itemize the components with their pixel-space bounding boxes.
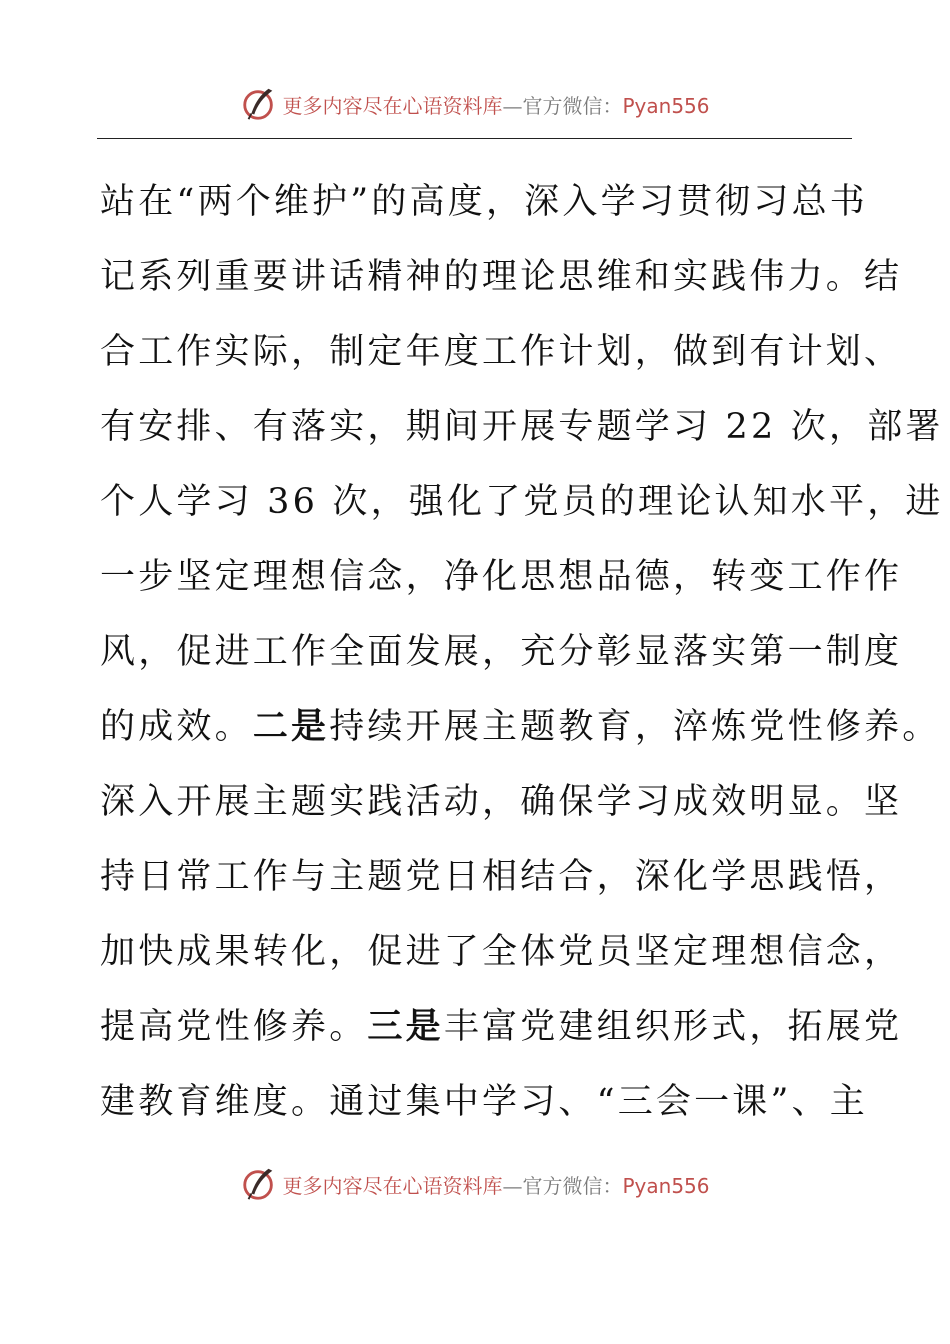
text-line: [100, 315, 903, 390]
text-segment: 丰富党建组织形式，拓展党: [443, 1007, 903, 1047]
text-line: [100, 990, 903, 1065]
text-segment: 的成效。: [100, 707, 253, 747]
text-segment: 建教育维度。通过集中学习、“三会一课”、主: [100, 1082, 868, 1122]
bold-lead-phrase: 三是: [367, 1007, 444, 1047]
text-segment: 持日常工作与主题党日相结合，深化学思践悟，: [100, 857, 903, 897]
quill-pen-circle-icon: [240, 1165, 278, 1203]
footer-banner-handle: Pyan556: [622, 1173, 710, 1198]
footer-banner-text: [282, 1170, 709, 1199]
footer-banner-main: 更多内容尽在心语资料库: [282, 1173, 503, 1198]
header-divider: [97, 138, 852, 139]
text-line: [100, 840, 903, 915]
header-banner-dash: —: [502, 93, 523, 118]
header-banner-text: [282, 90, 709, 119]
text-segment: 风，促进工作全面发展，充分彰显落实第一制度: [100, 632, 903, 672]
text-line: [100, 1065, 868, 1140]
header-banner-main: 更多内容尽在心语资料库: [282, 93, 503, 118]
header-banner: [0, 84, 950, 124]
text-line: [100, 765, 903, 840]
text-segment: 一步坚定理想信念，净化思想品德，转变工作作: [100, 557, 903, 597]
text-segment: 记系列重要讲话精神的理论思维和实践伟力。结: [100, 257, 903, 297]
quill-pen-circle-icon: [240, 85, 278, 123]
text-segment: 有安排、有落实，期间开展专题学习 22 次，部署: [100, 407, 944, 447]
text-segment: 深入开展主题实践活动，确保学习成效明显。坚: [100, 782, 903, 822]
text-line: [100, 540, 903, 615]
text-line: [100, 240, 903, 315]
text-line: [100, 465, 944, 540]
text-line: [100, 690, 941, 765]
text-line: [100, 165, 868, 240]
text-segment: 个人学习 36 次，强化了党员的理论认知水平，进: [100, 482, 944, 522]
text-line: [100, 615, 903, 690]
header-banner-handle: Pyan556: [622, 93, 710, 118]
footer-banner-dash: —: [502, 1173, 523, 1198]
footer-banner: [0, 1164, 950, 1204]
footer-banner-label: 官方微信：: [522, 1173, 623, 1198]
text-segment: 持续开展主题教育，淬炼党性修养。: [329, 707, 941, 747]
text-segment: 加快成果转化，促进了全体党员坚定理想信念，: [100, 932, 903, 972]
bold-lead-phrase: 二是: [252, 707, 330, 747]
text-segment: 合工作实际，制定年度工作计划，做到有计划、: [100, 332, 903, 372]
text-line: [100, 915, 903, 990]
text-segment: 提高党性修养。: [100, 1007, 368, 1047]
text-segment: 站在“两个维护”的高度，深入学习贯彻习总书: [100, 182, 868, 222]
document-body: [100, 165, 944, 1140]
header-banner-label: 官方微信：: [522, 93, 623, 118]
text-line: [100, 390, 944, 465]
